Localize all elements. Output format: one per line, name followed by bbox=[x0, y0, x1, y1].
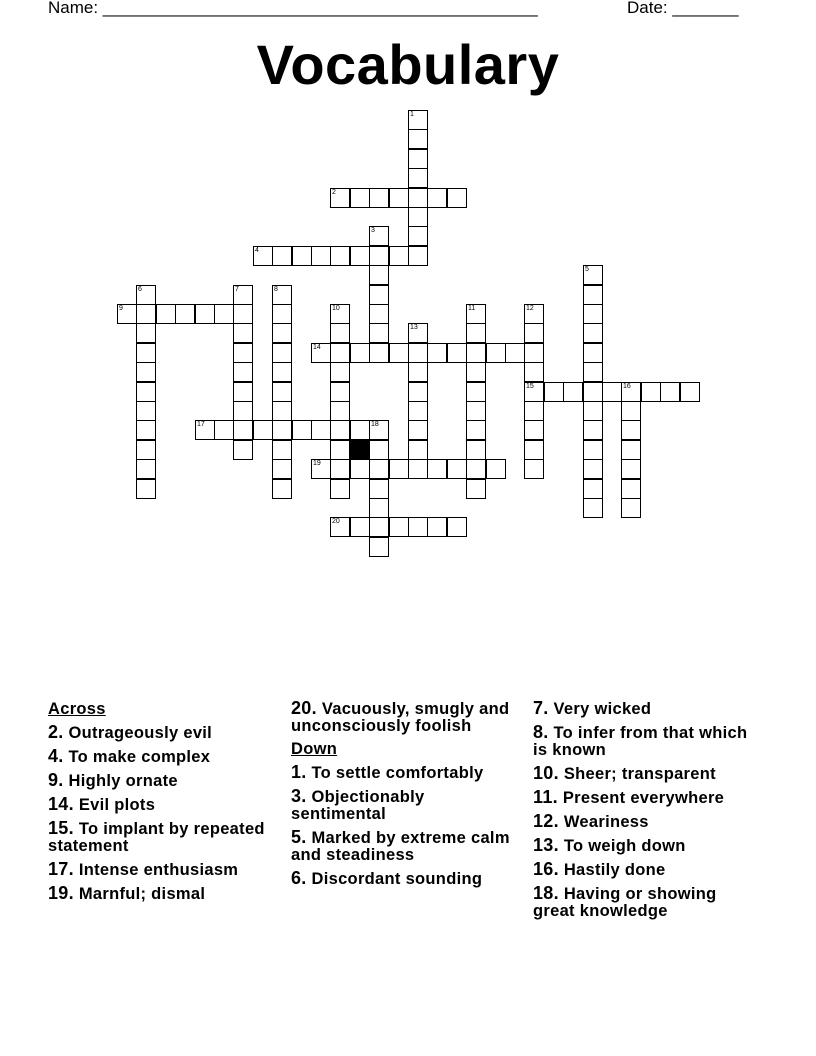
section-heading-down: Down bbox=[291, 740, 338, 758]
grid-cell[interactable] bbox=[447, 188, 467, 208]
grid-cell[interactable] bbox=[136, 343, 156, 363]
grid-cell[interactable] bbox=[272, 420, 292, 440]
grid-cell[interactable] bbox=[486, 343, 506, 363]
grid-cell[interactable] bbox=[389, 459, 409, 479]
grid-cell[interactable] bbox=[369, 188, 389, 208]
grid-cell[interactable] bbox=[330, 459, 350, 479]
clue-item bbox=[533, 789, 763, 807]
grid-cell[interactable] bbox=[408, 110, 428, 130]
cell-number: 5 bbox=[585, 266, 589, 273]
clue-item bbox=[291, 829, 521, 864]
grid-cell[interactable] bbox=[136, 420, 156, 440]
clue-text: Intense enthusiasm bbox=[73, 861, 239, 879]
cell-number: 2 bbox=[332, 189, 336, 196]
grid-cell[interactable] bbox=[583, 479, 603, 499]
grid-cell[interactable] bbox=[311, 343, 331, 363]
grid-cell[interactable] bbox=[408, 188, 428, 208]
grid-cell[interactable] bbox=[369, 479, 389, 499]
grid-cell[interactable] bbox=[680, 382, 700, 402]
clue-text: Weariness bbox=[558, 813, 649, 831]
grid-cell[interactable] bbox=[369, 285, 389, 305]
grid-cell[interactable] bbox=[136, 323, 156, 343]
clue-number: 19. bbox=[48, 883, 74, 903]
grid-cell[interactable] bbox=[330, 382, 350, 402]
grid-cell[interactable] bbox=[233, 362, 253, 382]
clue-number: 4. bbox=[48, 746, 64, 766]
grid-cell[interactable] bbox=[389, 246, 409, 266]
grid-cell[interactable] bbox=[583, 382, 603, 402]
cell-number: 19 bbox=[313, 460, 321, 467]
cell-number: 4 bbox=[255, 247, 259, 254]
grid-cell[interactable] bbox=[621, 459, 641, 479]
clue-item bbox=[48, 724, 278, 742]
grid-cell[interactable] bbox=[136, 382, 156, 402]
grid-cell[interactable] bbox=[466, 479, 486, 499]
grid-cell[interactable] bbox=[447, 517, 467, 537]
clue-text: To weigh down bbox=[558, 837, 686, 855]
cell-number: 17 bbox=[197, 421, 205, 428]
grid-cell[interactable] bbox=[583, 323, 603, 343]
grid-cell[interactable] bbox=[524, 362, 544, 382]
grid-cell[interactable] bbox=[369, 343, 389, 363]
grid-cell[interactable] bbox=[369, 517, 389, 537]
grid-cell[interactable] bbox=[330, 517, 350, 537]
grid-cell[interactable] bbox=[233, 401, 253, 421]
grid-cell[interactable] bbox=[408, 343, 428, 363]
clue-column-1 bbox=[48, 700, 278, 909]
clue-text: Outrageously evil bbox=[63, 724, 213, 742]
clue-item bbox=[533, 861, 763, 879]
grid-cell[interactable] bbox=[408, 129, 428, 149]
grid-cell[interactable] bbox=[292, 246, 312, 266]
clue-number: 9. bbox=[48, 770, 64, 790]
grid-cell[interactable] bbox=[621, 420, 641, 440]
grid-cell[interactable] bbox=[369, 304, 389, 324]
clue-text: Hastily done bbox=[558, 861, 666, 879]
clue-item bbox=[533, 765, 763, 783]
clue-item bbox=[291, 700, 521, 735]
clue-text: Evil plots bbox=[73, 796, 156, 814]
grid-cell[interactable] bbox=[350, 517, 370, 537]
cell-number: 7 bbox=[235, 286, 239, 293]
clue-number: 18. bbox=[533, 883, 559, 903]
grid-cell[interactable] bbox=[330, 440, 350, 460]
grid-cell[interactable] bbox=[621, 498, 641, 518]
grid-cell[interactable] bbox=[156, 304, 176, 324]
clue-column-2 bbox=[291, 700, 521, 894]
clue-number: 7. bbox=[533, 698, 549, 718]
clue-text: To make complex bbox=[63, 748, 211, 766]
clue-item bbox=[533, 724, 763, 759]
grid-cell[interactable] bbox=[408, 440, 428, 460]
grid-cell[interactable] bbox=[233, 343, 253, 363]
grid-cell[interactable] bbox=[563, 382, 583, 402]
grid-cell[interactable] bbox=[544, 382, 564, 402]
grid-cell[interactable] bbox=[136, 479, 156, 499]
grid-cell[interactable] bbox=[272, 304, 292, 324]
clue-number: 11. bbox=[533, 787, 558, 807]
cell-number: 13 bbox=[410, 324, 418, 331]
grid-cell[interactable] bbox=[389, 188, 409, 208]
grid-cell[interactable] bbox=[214, 304, 234, 324]
name-field-label: Name: ______________________________________________ bbox=[48, 0, 538, 17]
clue-number: 6. bbox=[291, 868, 307, 888]
grid-cell[interactable] bbox=[272, 323, 292, 343]
grid-cell[interactable] bbox=[233, 304, 253, 324]
grid-cell[interactable] bbox=[272, 479, 292, 499]
grid-cell[interactable] bbox=[408, 362, 428, 382]
grid-cell[interactable] bbox=[408, 149, 428, 169]
clue-number: 16. bbox=[533, 859, 559, 879]
clue-text: To implant by repeated statement bbox=[48, 820, 265, 855]
grid-cell[interactable] bbox=[583, 265, 603, 285]
grid-cell[interactable] bbox=[350, 246, 370, 266]
grid-cell[interactable] bbox=[408, 246, 428, 266]
clue-number: 20. bbox=[291, 698, 317, 718]
grid-cell[interactable] bbox=[233, 323, 253, 343]
grid-cell[interactable] bbox=[408, 226, 428, 246]
clue-item bbox=[48, 772, 278, 790]
cell-number: 8 bbox=[274, 286, 278, 293]
grid-cell[interactable] bbox=[136, 304, 156, 324]
cell-number: 10 bbox=[332, 305, 340, 312]
clue-item bbox=[48, 748, 278, 766]
grid-cell[interactable] bbox=[602, 382, 622, 402]
clue-item bbox=[291, 788, 521, 823]
grid-cell[interactable] bbox=[641, 382, 661, 402]
clue-text: Very wicked bbox=[548, 700, 652, 718]
grid-cell[interactable] bbox=[311, 459, 331, 479]
clue-number: 1. bbox=[291, 762, 307, 782]
clue-text: Objectionably sentimental bbox=[291, 788, 425, 823]
clue-number: 15. bbox=[48, 818, 74, 838]
grid-cell[interactable] bbox=[524, 343, 544, 363]
grid-cell[interactable] bbox=[233, 440, 253, 460]
clue-text: Highly ornate bbox=[63, 772, 178, 790]
cell-number: 3 bbox=[371, 227, 375, 234]
grid-cell[interactable] bbox=[369, 537, 389, 557]
grid-cell[interactable] bbox=[233, 420, 253, 440]
grid-cell[interactable] bbox=[272, 401, 292, 421]
grid-cell[interactable] bbox=[136, 401, 156, 421]
grid-cell[interactable] bbox=[369, 226, 389, 246]
grid-cell[interactable] bbox=[466, 323, 486, 343]
grid-cell[interactable] bbox=[195, 304, 215, 324]
grid-cell[interactable] bbox=[524, 323, 544, 343]
clue-item bbox=[533, 885, 763, 920]
clue-number: 3. bbox=[291, 786, 307, 806]
clue-text: Marnful; dismal bbox=[73, 885, 206, 903]
grid-cell[interactable] bbox=[524, 382, 544, 402]
grid-cell[interactable] bbox=[369, 420, 389, 440]
grid-cell[interactable] bbox=[466, 420, 486, 440]
grid-cell[interactable] bbox=[524, 459, 544, 479]
clue-item bbox=[48, 796, 278, 814]
cell-number: 15 bbox=[526, 383, 534, 390]
cell-number: 20 bbox=[332, 518, 340, 525]
clue-item bbox=[291, 870, 521, 888]
grid-cell[interactable] bbox=[466, 362, 486, 382]
clue-item bbox=[48, 861, 278, 879]
grid-cell[interactable] bbox=[524, 440, 544, 460]
grid-cell[interactable] bbox=[524, 401, 544, 421]
cell-number: 9 bbox=[119, 305, 123, 312]
grid-cell[interactable] bbox=[408, 459, 428, 479]
clue-number: 12. bbox=[533, 811, 559, 831]
grid-cell[interactable] bbox=[621, 440, 641, 460]
grid-cell[interactable] bbox=[583, 459, 603, 479]
cell-number: 12 bbox=[526, 305, 534, 312]
grid-cell[interactable] bbox=[583, 498, 603, 518]
grid-cell[interactable] bbox=[330, 323, 350, 343]
grid-cell[interactable] bbox=[621, 479, 641, 499]
grid-cell[interactable] bbox=[583, 362, 603, 382]
cell-number: 16 bbox=[623, 383, 631, 390]
grid-cell[interactable] bbox=[524, 420, 544, 440]
grid-cell[interactable] bbox=[660, 382, 680, 402]
grid-cell[interactable] bbox=[117, 304, 137, 324]
clue-item bbox=[533, 837, 763, 855]
clue-item bbox=[533, 813, 763, 831]
clue-text: Discordant sounding bbox=[306, 870, 483, 888]
grid-cell[interactable] bbox=[311, 246, 331, 266]
cell-number: 1 bbox=[410, 111, 414, 118]
clue-text: Having or showing great knowledge bbox=[533, 885, 717, 920]
grid-cell[interactable] bbox=[408, 420, 428, 440]
grid-cell[interactable] bbox=[272, 459, 292, 479]
clue-item bbox=[291, 764, 521, 782]
cell-number: 11 bbox=[468, 305, 476, 312]
grid-cell[interactable] bbox=[389, 343, 409, 363]
grid-cell[interactable] bbox=[272, 343, 292, 363]
clue-text: To settle comfortably bbox=[306, 764, 484, 782]
grid-cell[interactable] bbox=[524, 304, 544, 324]
grid-cell[interactable] bbox=[272, 362, 292, 382]
clue-number: 10. bbox=[533, 763, 559, 783]
grid-cell[interactable] bbox=[369, 265, 389, 285]
grid-cell[interactable] bbox=[136, 362, 156, 382]
clue-number: 2. bbox=[48, 722, 64, 742]
grid-cell[interactable] bbox=[583, 401, 603, 421]
grid-cell[interactable] bbox=[136, 285, 156, 305]
grid-cell[interactable] bbox=[330, 401, 350, 421]
grid-cell[interactable] bbox=[408, 401, 428, 421]
clue-text: To infer from that which is known bbox=[533, 724, 748, 759]
page-title: Vocabulary bbox=[256, 33, 560, 96]
grid-cell[interactable] bbox=[621, 382, 641, 402]
grid-cell[interactable] bbox=[330, 188, 350, 208]
grid-cell[interactable] bbox=[233, 382, 253, 402]
grid-cell[interactable] bbox=[233, 285, 253, 305]
grid-cell[interactable] bbox=[369, 246, 389, 266]
grid-cell[interactable] bbox=[408, 207, 428, 227]
cell-number: 6 bbox=[138, 286, 142, 293]
grid-cell[interactable] bbox=[466, 304, 486, 324]
clue-number: 8. bbox=[533, 722, 549, 742]
clue-number: 13. bbox=[533, 835, 559, 855]
grid-cell[interactable] bbox=[195, 420, 215, 440]
grid-cell[interactable] bbox=[369, 323, 389, 343]
grid-cell[interactable] bbox=[330, 246, 350, 266]
clue-text: Present everywhere bbox=[557, 789, 725, 807]
grid-cell[interactable] bbox=[427, 188, 447, 208]
grid-cell[interactable] bbox=[136, 440, 156, 460]
grid-cell[interactable] bbox=[350, 459, 370, 479]
grid-cell[interactable] bbox=[466, 401, 486, 421]
grid-cell[interactable] bbox=[272, 285, 292, 305]
grid-cell[interactable] bbox=[175, 304, 195, 324]
grid-cell[interactable] bbox=[583, 285, 603, 305]
grid-cell[interactable] bbox=[369, 459, 389, 479]
clue-number: 17. bbox=[48, 859, 74, 879]
clue-number: 14. bbox=[48, 794, 74, 814]
grid-cell[interactable] bbox=[350, 343, 370, 363]
clue-item bbox=[48, 885, 278, 903]
grid-cell[interactable] bbox=[292, 420, 312, 440]
grid-cell[interactable] bbox=[369, 498, 389, 518]
grid-cell[interactable] bbox=[621, 401, 641, 421]
grid-cell[interactable] bbox=[253, 420, 273, 440]
grid-cell[interactable] bbox=[466, 382, 486, 402]
date-field-label: Date: _______ bbox=[627, 0, 739, 17]
grid-cell[interactable] bbox=[389, 517, 409, 537]
grid-cell[interactable] bbox=[350, 188, 370, 208]
clue-column-3 bbox=[533, 700, 763, 926]
grid-cell[interactable] bbox=[583, 343, 603, 363]
grid-cell[interactable] bbox=[136, 459, 156, 479]
clue-text: Marked by extreme calm and steadiness bbox=[291, 829, 510, 864]
grid-cell[interactable] bbox=[447, 459, 467, 479]
grid-block bbox=[350, 440, 370, 460]
cell-number: 14 bbox=[313, 344, 321, 351]
grid-cell[interactable] bbox=[466, 459, 486, 479]
clue-text: Vacuously, smugly and unconsciously foolish bbox=[291, 700, 510, 735]
grid-cell[interactable] bbox=[427, 343, 447, 363]
grid-cell[interactable] bbox=[330, 304, 350, 324]
grid-cell[interactable] bbox=[486, 459, 506, 479]
grid-cell[interactable] bbox=[214, 420, 234, 440]
clue-text: Sheer; transparent bbox=[558, 765, 716, 783]
grid-cell[interactable] bbox=[466, 440, 486, 460]
grid-cell[interactable] bbox=[505, 343, 525, 363]
grid-cell[interactable] bbox=[583, 440, 603, 460]
grid-cell[interactable] bbox=[253, 246, 273, 266]
grid-cell[interactable] bbox=[408, 323, 428, 343]
section-heading-across: Across bbox=[48, 700, 106, 718]
grid-cell[interactable] bbox=[330, 479, 350, 499]
grid-cell[interactable] bbox=[466, 343, 486, 363]
clue-item bbox=[533, 700, 763, 718]
grid-cell[interactable] bbox=[330, 362, 350, 382]
grid-cell[interactable] bbox=[272, 246, 292, 266]
grid-cell[interactable] bbox=[408, 168, 428, 188]
grid-cell[interactable] bbox=[330, 420, 350, 440]
grid-cell[interactable] bbox=[427, 517, 447, 537]
grid-cell[interactable] bbox=[350, 420, 370, 440]
grid-cell[interactable] bbox=[583, 420, 603, 440]
grid-cell[interactable] bbox=[583, 304, 603, 324]
grid-cell[interactable] bbox=[330, 343, 350, 363]
grid-cell[interactable] bbox=[427, 459, 447, 479]
grid-cell[interactable] bbox=[408, 382, 428, 402]
grid-cell[interactable] bbox=[369, 440, 389, 460]
grid-cell[interactable] bbox=[311, 420, 331, 440]
clue-item bbox=[48, 820, 278, 855]
grid-cell[interactable] bbox=[272, 440, 292, 460]
grid-cell[interactable] bbox=[447, 343, 467, 363]
grid-cell[interactable] bbox=[408, 517, 428, 537]
clue-number: 5. bbox=[291, 827, 307, 847]
grid-cell[interactable] bbox=[272, 382, 292, 402]
cell-number: 18 bbox=[371, 421, 379, 428]
